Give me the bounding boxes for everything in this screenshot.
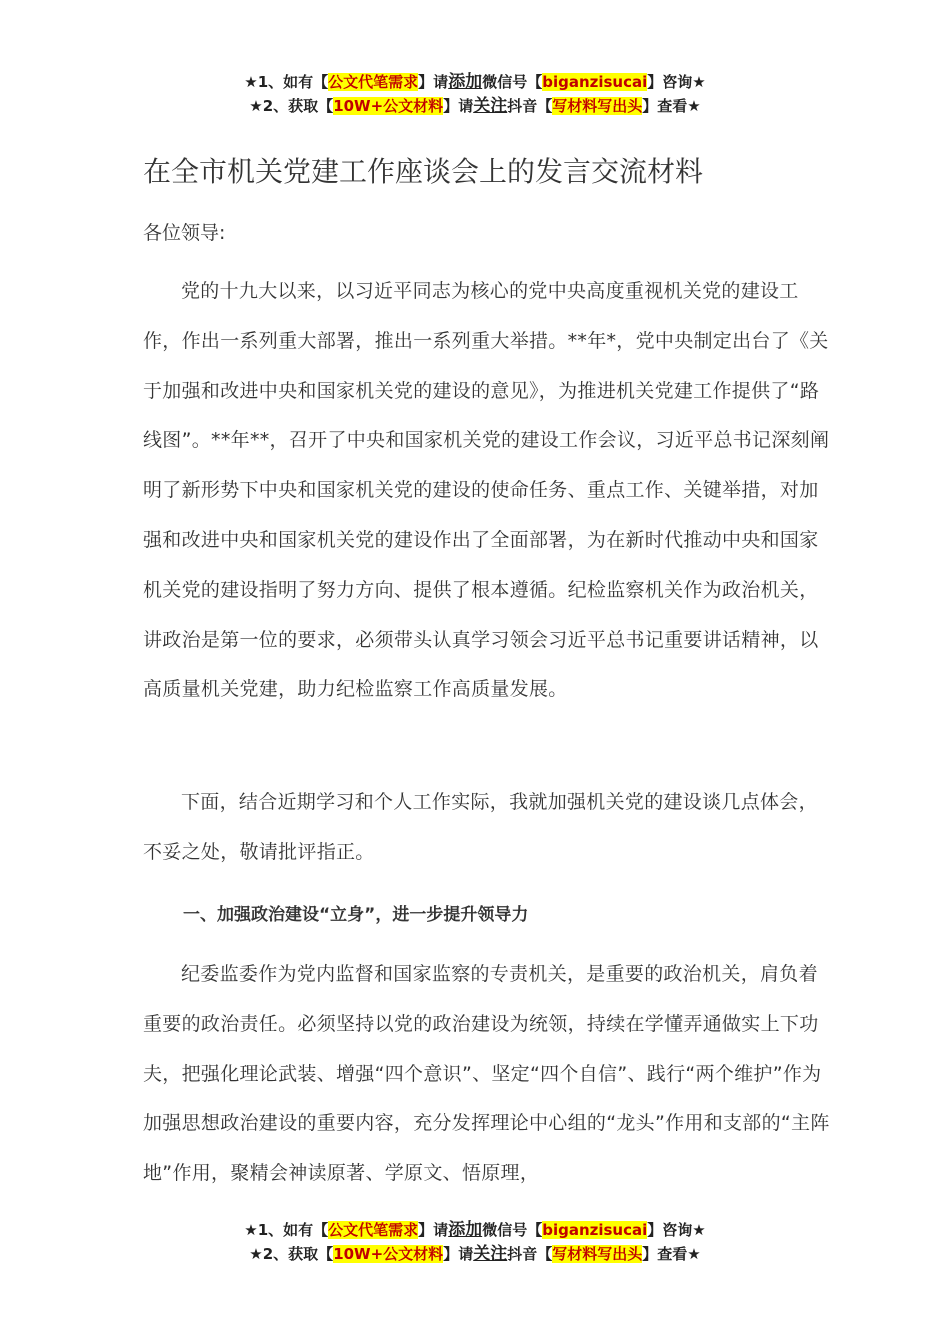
section-heading-1: 一、加强政治建设“立身”，进一步提升领导力 [183, 905, 529, 925]
promo-line-2 [0, 1242, 950, 1266]
promo-emphasis: 关注 [473, 1244, 508, 1264]
promo-text: 】咨询★ [647, 73, 706, 91]
promo-text: ★2、获取【 [249, 1245, 334, 1263]
promo-text: 抖音【 [507, 1245, 553, 1263]
promo-highlight: 10W+公文材料 [333, 97, 444, 115]
promo-emphasis: 添加 [448, 1220, 483, 1240]
document-title: 在全市机关党建工作座谈会上的发言交流材料 [143, 155, 704, 188]
promo-highlight: 写材料写出头 [552, 97, 643, 115]
promo-text: 】查看★ [642, 1245, 701, 1263]
paragraph-section-1: 纪委监委作为党内监督和国家监察的专责机关，是重要的政治机关，肩负着重要的政治责任。必须坚持以党的政治建设为统领，持续在学懂弄通做实上下功夫，把强化理论武装、增强“四个意识”、坚定“四个自信”、践行“两个维护”作为加强思想政治建设的重要内容，充分发挥理论中心组的“龙头”作用和支部的“主阵地”作用，聚精会神读原著、学原文、悟原理， [143, 963, 830, 1185]
paragraph-intro: 党的十九大以来，以习近平同志为核心的党中央高度重视机关党的建设工作，作出一系列重大部署，推出一系列重大举措。**年*，党中央制定出台了《关于加强和改进中央和国家机关党的建设的意见》，为推进机关党建工作提供了“路线图”。**年**，召开了中央和国家机关党的建设工作会议，习近平总书记深刻阐明了新形势下中央和国家机关党的建设的使命任务、重点工作、关键举措，对加强和改进中央和国家机关党的建设作出了全面部署，为在新时代推动中央和国家机关党的建设指明了努力方向、提供了根本遵循。纪检监察机关作为政治机关，讲政治是第一位的要求，必须带头认真学习领会习近平总书记重要讲话精神，以高质量机关党建，助力纪检监察工作高质量发展。 [143, 280, 830, 701]
promo-line-1 [0, 1218, 950, 1242]
promo-line-1 [0, 70, 950, 94]
promo-emphasis: 关注 [473, 96, 508, 116]
promo-text: 】请 [418, 73, 449, 91]
promo-highlight: biganzisucai [542, 73, 648, 91]
promo-emphasis: 添加 [448, 72, 483, 92]
paragraph-transition: 下面，结合近期学习和个人工作实际，我就加强机关党的建设谈几点体会，不妥之处，敬请批评指正。 [143, 791, 818, 863]
promo-banner-top [0, 70, 950, 118]
promo-text: 】请 [443, 1245, 474, 1263]
promo-text: ★2、获取【 [249, 97, 334, 115]
promo-highlight: 公文代笔需求 [328, 1221, 419, 1239]
promo-text: 抖音【 [507, 97, 553, 115]
promo-text: 】请 [418, 1221, 449, 1239]
promo-banner-bottom [0, 1218, 950, 1266]
promo-text: 微信号【 [482, 73, 543, 91]
greeting: 各位领导: [143, 222, 226, 244]
promo-text: 】咨询★ [647, 1221, 706, 1239]
promo-highlight: 10W+公文材料 [333, 1245, 444, 1263]
promo-text: ★1、如有【 [244, 1221, 329, 1239]
promo-text: 】请 [443, 97, 474, 115]
promo-line-2 [0, 94, 950, 118]
promo-highlight: biganzisucai [542, 1221, 648, 1239]
promo-text: 微信号【 [482, 1221, 543, 1239]
promo-highlight: 写材料写出头 [552, 1245, 643, 1263]
promo-text: ★1、如有【 [244, 73, 329, 91]
promo-text: 】查看★ [642, 97, 701, 115]
promo-highlight: 公文代笔需求 [328, 73, 419, 91]
